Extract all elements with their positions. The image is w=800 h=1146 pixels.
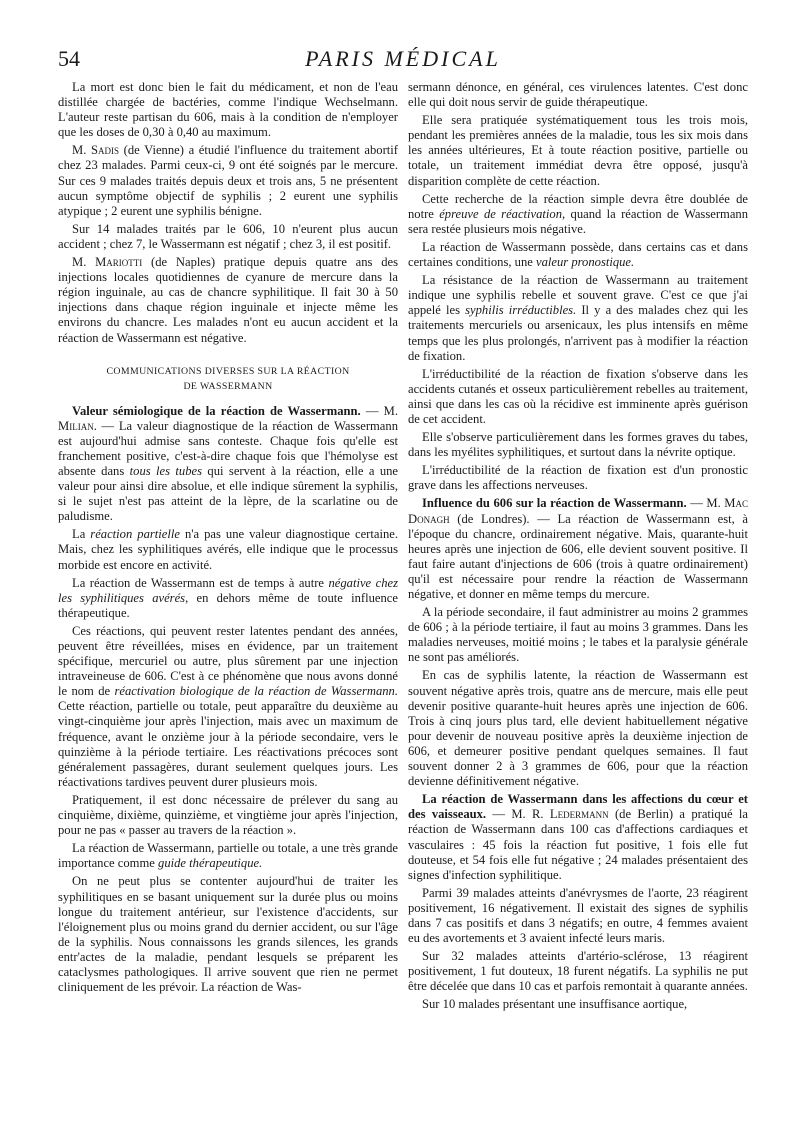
paragraph (58, 143, 398, 218)
emphasis: tous les tubes (129, 463, 203, 478)
paragraph: En cas de syphilis latente, la réaction de Wassermann est souvent négative après trois, quatre ans de mercure, mais elle peut devenir positive quarante-huit heures après une injection de 606. Trois à cinq jours plus tard, elle devient habituellement négative pour devenir de nouveau positive après la deuxième injection de 606, et demeurer positive pendant quelques semaines. Il faut souvent donner 2 à 3 grammes de 606, pour que la réaction devienne définitivement négative. (408, 668, 748, 789)
paragraph-text: La (72, 527, 91, 542)
emphasis: syphilis irréductibles. (465, 303, 577, 318)
journal-title: PARIS MÉDICAL (305, 46, 501, 71)
paragraph (58, 624, 398, 790)
paragraph-text: n'a pas une valeur diagnostique certaine. Mais, chez les syphilitiques avérés, elle indique que le processus morbide est encore en activité. (58, 527, 398, 572)
paragraph (58, 527, 398, 572)
emphasis: valeur pronostique. (536, 255, 635, 270)
paragraph: L'irréductibilité de la réaction de fixation s'observe dans les accidents cutanés et osseux particulièrement rebelles au traitement, ainsi que dans les cas où la récidive est imminente après guérison de cet accident. (408, 366, 748, 426)
paragraph: Elle s'observe particulièrement dans les formes graves du tabes, dans les myélites syphilitiques, et surtout dans la névrite optique. (408, 430, 748, 460)
paragraph-text: La réaction de Wassermann, partielle ou totale, a une très grande importance comme (58, 841, 398, 871)
page-number: 54 (58, 46, 80, 71)
article-title: Valeur sémiologique de la réaction de Wassermann. (72, 403, 361, 418)
paragraph: A la période secondaire, il faut administrer au moins 2 grammes de 606 ; à la période tertiaire, il faut au moins 3 grammes. Dans les maladies nerveuses, moitié moins ; le tabes et la paralysie générale ne sont pas améliorés. (408, 605, 748, 665)
paragraph-text: (de Berlin) a pratiqué la réaction de Wassermann dans 100 cas d'affections cardiaques et vasculaires : 45 fois la réaction fut positive, 1 fois elle fut douteuse, et 54 fois elle fut négative ; 24 malades présentaient des signes d'infection syphilitique. (408, 807, 749, 882)
paragraph-text: Cette recherche de la réaction simple devra être doublée de notre (408, 191, 748, 221)
section-heading-line: COMMUNICATIONS DIVERSES SUR LA RÉACTION (106, 365, 350, 377)
paragraph-text: La réaction de Wassermann est de temps à autre (72, 575, 329, 590)
paragraph (58, 576, 398, 621)
paragraph (58, 841, 398, 871)
paragraph: Sur 14 malades traités par le 606, 10 n'eurent plus aucun accident ; chez 7, le Wassermann est négatif ; chez 3, il est positif. (58, 221, 398, 251)
paragraph-text: qui servent à la réaction, elle a une valeur pour ainsi dire absolue, et elle indique sûrement la syphilis, si le sujet n'est pas atteint de la lèpre, de la scarlatine ou de paludisme. (58, 463, 398, 524)
author-name: — M. R. Ledermann (486, 807, 609, 822)
emphasis: négative chez les syphilitiques avérés (58, 575, 398, 605)
paragraph: sermann dénonce, en général, ces virulences latentes. C'est donc elle qui doit nous servir de guide thérapeutique. (408, 80, 748, 110)
paragraph-text: La réaction de Wassermann possède, dans certains cas et dans certaines conditions, une (408, 239, 748, 270)
paragraph-text: La résistance de la réaction de Wassermann au traitement indique une syphilis rebelle et souvent grave. C'est ce que j'ai appelé les (408, 273, 748, 318)
paragraph (408, 240, 748, 270)
paragraph: On ne peut plus se contenter aujourd'hui de traiter les syphilitiques en se basant uniquement sur la durée plus ou moins longue du traitement antérieur, sur l'existence d'accidents, sur l'éloignement plus ou moins grand du dernier accident, ou sur l'âge de la syphilis. Nous connaissons les grands silences, les grands entr'actes de la maladie, pendant lesquels se préparent les cataclysmes pathologiques. Il arrive souvent que rien ne permet cliniquement de les prévoir. La réaction de Was- (58, 874, 398, 995)
emphasis: guide thérapeutique. (158, 856, 263, 871)
page-header (58, 44, 748, 76)
paragraph (58, 404, 398, 525)
paragraph-text: Il y a des malades chez qui les traitements mercuriels ou arsenicaux, les plus intensifs en même temps que les plus prolongés, n'arrivent pas à modifier la réaction de fixation. (408, 303, 749, 363)
right-column (408, 80, 748, 1016)
paragraph: Sur 10 malades présentant une insuffisance aortique, (422, 997, 688, 1012)
paragraph-text: , en dehors même de toute influence thérapeutique. (58, 590, 398, 620)
paragraph (58, 255, 398, 346)
paragraph: L'irréductibilité de la réaction de fixation est d'un pronostic grave dans les affections nerveuses. (408, 463, 748, 493)
article-title: Influence du 606 sur la réaction de Wassermann. (422, 496, 687, 511)
article-title: La réaction de Wassermann dans les affections du cœur et des vaisseaux. (408, 792, 748, 822)
left-column (58, 80, 398, 998)
paragraph (408, 496, 748, 602)
paragraph (408, 192, 748, 237)
paragraph-text: (de Londres). — La réaction de Wassermann est, à l'époque du chancre, ordinairement négative. Mais, quarante-huit heures après une injection de 606, elle devient souvent positive. Il faut faire autant d'injections de 606 (trois à quatre ordinairement) qu'il est nécessaire pour rendre la réaction de Wassermann négative, et donner en même temps du mercure. (408, 511, 748, 601)
paragraph-text: — La valeur diagnostique de la réaction de Wassermann est aujourd'hui admise sans conteste. Chaque fois qu'elle est franchement positive, c'est-à-dire chaque fois que l'hémolyse est absente dans (58, 418, 398, 478)
emphasis: épreuve de réactivation, (439, 206, 566, 221)
paragraph: Pratiquement, il est donc nécessaire de prélever du sang au cinquième, dixième, quinzième, et vingtième jour après l'injection, pour ne pas « passer au travers de la réaction ». (58, 792, 398, 838)
author-name: M. Sadis (72, 143, 119, 158)
paragraph-text: Cette réaction, partielle ou totale, peut apparaître du deuxième au vingt-cinquième jour après l'injection, mais avec un maximum de fréquence, avant le onzième jour à la période secondaire, vers le quinzième à la période tertiaire. Les réactivations précoces sont généralement passagères, durant seulement quelques jours. Les réactivations tardives peuvent durer plusieurs mois. (58, 699, 398, 789)
paragraph (408, 273, 748, 364)
paragraph: Elle sera pratiquée systématiquement tous les trois mois, pendant les premières années de la maladie, tous les six mois dans les années ultérieures, Et à toute réaction positive, partielle ou totale, un traitement immédiat devra être opposé, jusqu'à disparition complète de cette réaction. (408, 113, 748, 188)
paragraph: Parmi 39 malades atteints d'anévrysmes de l'aorte, 23 réagirent positivement, 16 négativement. Il existait des signes de syphilis dans 7 cas positifs et dans 3 négatifs; en outre, 4 femmes avaient eu des avortements et 3 avaient infecté leurs maris. (408, 885, 748, 946)
paragraph-text: quand la réaction de Wassermann sera restée plusieurs mois négative. (408, 206, 748, 236)
emphasis: réaction partielle (90, 527, 180, 542)
paragraph-text: (de Vienne) a étudié l'influence du traitement abortif chez 23 malades. Parmi ceux-ci, 9 ont été soignés par le mercure. Sur ces 9 malades traités depuis deux et trois ans, 5 ne présentent aucun symptôme objectif de syphilis ; 2 eurent une syphilis atypique ; 2 eurent une syphilis bénigne. (58, 143, 398, 218)
paragraph: La mort est donc bien le fait du médicament, et non de l'eau distillée chargée de bactéries, comme l'indique Wechselmann. L'auteur reste partisan du 606, mais à la condition de n'employer que les doses de 0,30 à 0,40 au maximum. (58, 80, 398, 140)
paragraph-text: Ces réactions, qui peuvent rester latentes pendant des années, peuvent être réveillées, mises en évidence, par un traitement spécifique, mercuriel ou autre, plus sûrement par une injection intraveineuse de 606. C'est à ce phénomène que nous avons donné le nom de (58, 623, 398, 699)
author-name: — M. Milian. (58, 403, 398, 433)
paragraph: Sur 32 malades atteints d'artério-sclérose, 13 réagirent positivement, 1 fut douteux, 18 furent négatifs. La syphilis ne put être décelée que dans 10 cas et parfois remontait à quarante années. (408, 949, 748, 994)
emphasis: réactivation biologique de la réaction de Wassermann. (114, 684, 398, 699)
paragraph (408, 792, 748, 883)
section-heading (58, 364, 398, 394)
author-name: M. Mariotti (72, 255, 143, 270)
author-name: — M. Mac Donagh (408, 496, 748, 526)
section-heading-line: DE WASSERMANN (183, 380, 273, 392)
paragraph-text: (de Naples) pratique depuis quatre ans des injections locales quotidiennes de cyanure de mercure dans la région inguinale, au cas de chancre syphilitique. Il fait 30 à 50 injections dans chaque région inguinale et injecte même les environs du chancre. Les malades n'ont eu aucun accident et la réaction de Wassermann est négative. (58, 255, 399, 345)
